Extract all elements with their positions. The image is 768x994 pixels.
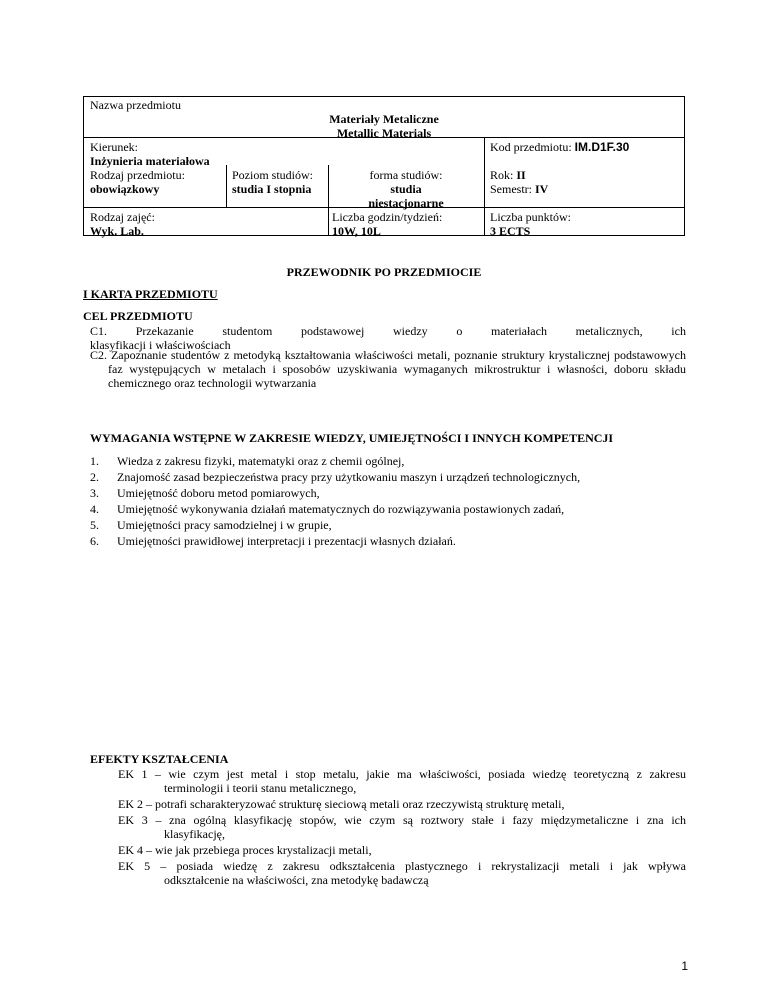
study-form-value-2: niestacjonarne (368, 196, 444, 210)
semester-value: IV (535, 182, 549, 196)
list-item-number: 2. (90, 470, 99, 484)
table-divider (226, 165, 227, 207)
objective-c2-text: C2. Zapoznanie studentów z metodyką kształtowania właściwości metali, poznanie struktury krystalicznej podstawowych faz występujących w metalach i sposobów uzyskiwania wymaganych mikrostruktur i własności, doboru składu chemicznego oraz technologii wytwarzania (90, 348, 686, 390)
outcome-item (118, 767, 686, 795)
list-item-text: Umiejętności pracy samodzielnej i w grupie, (117, 518, 332, 532)
list-item-number: 3. (90, 486, 99, 500)
field-value: Inżynieria materiałowa (90, 154, 210, 168)
page-number: 1 (681, 959, 688, 973)
objective-word: o (456, 324, 463, 338)
outcomes-title: EFEKTY KSZTAŁCENIA (90, 752, 229, 766)
list-item (90, 534, 690, 550)
list-item (90, 470, 690, 486)
objective-word: ich (671, 324, 686, 338)
card-title: I KARTA PRZEDMIOTU (83, 287, 218, 301)
objective-c1-number: C1. (90, 324, 108, 338)
outcome-text-cont: odkształcenie na właściwości, zna metodykę badawczą (164, 873, 429, 887)
requirements-list (90, 454, 690, 550)
semester-label: Semestr: (490, 182, 535, 196)
course-title-pl: Materiały Metaliczne (329, 112, 439, 126)
table-divider (484, 137, 485, 235)
list-item-text: Umiejętność doboru metod pomiarowych, (117, 486, 320, 500)
objective-word: podstawowej (301, 324, 365, 338)
outcome-item (118, 843, 686, 857)
course-info-table (83, 96, 685, 236)
class-type-value: Wyk. Lab. (90, 224, 144, 238)
course-name-label: Nazwa przedmiotu (90, 98, 181, 112)
course-code-label: Kod przedmiotu: (490, 140, 575, 154)
outcome-item (118, 797, 686, 811)
objective-title: CEL PRZEDMIOTU (83, 309, 193, 323)
outcome-text: EK 3 – zna ogólną klasyfikację stopów, wie czym są roztwory stałe i fazy międzymetaliczne i zna ich (118, 813, 686, 827)
class-type-label: Rodzaj zajęć: (90, 210, 155, 224)
objective-c1-line1 (90, 324, 686, 338)
objective-word: Przekazanie (135, 324, 194, 338)
study-form-value-1: studia (390, 182, 422, 196)
list-item-number: 6. (90, 534, 99, 548)
objective-c2 (90, 348, 686, 390)
list-item (90, 486, 690, 502)
list-item-number: 5. (90, 518, 99, 532)
list-item-number: 4. (90, 502, 99, 516)
list-item-text: Umiejętność wykonywania działań matematycznych do rozwiązywania postawionych zadań, (117, 502, 565, 516)
outcome-text: EK 5 – posiada wiedzę z zakresu odkształcenia plastycznego i rekrystalizacji metali i jak wpływa (118, 859, 686, 873)
year (490, 168, 526, 182)
objective-word: studentom (222, 324, 273, 338)
course-code (490, 140, 629, 154)
study-form-label: forma studiów: (369, 168, 443, 182)
requirements-title: WYMAGANIA WSTĘPNE W ZAKRESIE WIEDZY, UMIEJĘTNOŚCI I INNYCH KOMPETENCJI (90, 431, 614, 445)
study-level-value: studia I stopnia (232, 182, 312, 196)
subject-type-label: Rodzaj przedmiotu: (90, 168, 185, 182)
points-label: Liczba punktów: (490, 210, 571, 224)
semester (490, 182, 548, 196)
outcome-item (118, 859, 686, 887)
objective-c1-line2: klasyfikacji i właściwościach (90, 338, 231, 352)
objective-word: metalicznych, (575, 324, 643, 338)
field-label: Kierunek: (90, 140, 138, 154)
study-level-label: Poziom studiów: (232, 168, 314, 182)
list-item (90, 502, 690, 518)
outcome-text-cont: klasyfikację, (164, 827, 225, 841)
year-value: II (516, 168, 526, 182)
points-value: 3 ECTS (490, 224, 531, 238)
course-code-value: IM.D1F.30 (574, 140, 630, 154)
list-item-text: Znajomość zasad bezpieczeństwa pracy przy użytkowaniu maszyn i urządzeń technologicznych, (117, 470, 581, 484)
objective-word: materiałach (491, 324, 547, 338)
hours-label: Liczba godzin/tydzień: (332, 210, 443, 224)
list-item (90, 518, 690, 534)
outcome-text: EK 2 – potrafi scharakteryzować strukturę sieciową metali oraz rzeczywistą strukturę metali, (118, 797, 565, 811)
guide-title: PRZEWODNIK PO PRZEDMIOCIE (286, 265, 482, 279)
subject-type-value: obowiązkowy (90, 182, 160, 196)
outcome-text: EK 4 – wie jak przebiega proces krystalizacji metali, (118, 843, 372, 857)
list-item-number: 1. (90, 454, 99, 468)
year-label: Rok: (490, 168, 517, 182)
list-item-text: Umiejętności prawidłowej interpretacji i prezentacji własnych działań. (117, 534, 456, 548)
outcome-item (118, 813, 686, 841)
outcome-text: EK 1 – wie czym jest metal i stop metalu, jakie ma właściwości, posiada wiedzę teoretyczną z zakresu (118, 767, 686, 781)
list-item-text: Wiedza z zakresu fizyki, matematyki oraz z chemii ogólnej, (117, 454, 405, 468)
list-item (90, 454, 690, 470)
outcome-text-cont: terminologii i teorii stanu metalicznego, (164, 781, 357, 795)
objective-word: wiedzy (393, 324, 428, 338)
hours-value: 10W, 10L (332, 224, 381, 238)
course-title-en: Metallic Materials (336, 126, 432, 140)
